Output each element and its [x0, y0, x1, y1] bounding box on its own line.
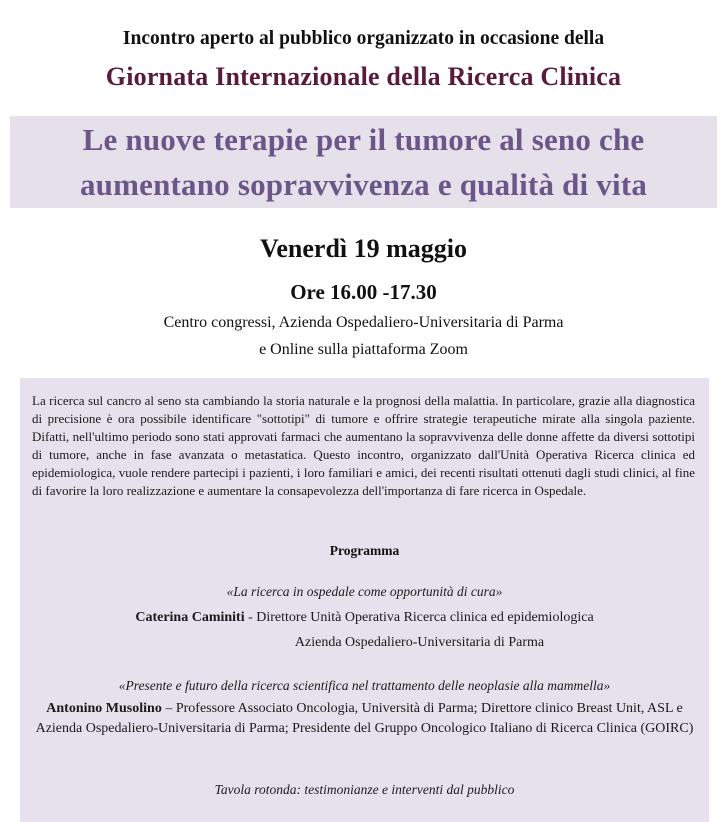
talk-title-2: «Presente e futuro della ricerca scientifica nel trattamento delle neoplasie alla mammella» [118, 678, 611, 693]
title-line-1: Le nuove terapie per il tumore al seno che [82, 122, 645, 157]
roundtable: Tavola rotonda: testimonianze e interventi dal pubblico [214, 782, 515, 797]
speaker-role-2: – Professore Associato Oncologia, Università di Parma; Direttore clinico Breast Unit, ASL e Azienda Ospedaliero-Universitaria di Parma; Presidente del Gruppo Oncologico Italiano di Ricerca Clinica (GOIRC) [35, 701, 694, 736]
title-line-2: aumentano sopravvivenza e qualità di vita [79, 167, 648, 202]
event-date: Venerdì 19 maggio [259, 234, 468, 263]
speaker-1 [28, 608, 701, 628]
title-box [10, 116, 717, 208]
subtitle: Incontro aperto al pubblico organizzato in occasione della [122, 28, 605, 49]
event-time: Ore 16.00 -17.30 [290, 280, 437, 304]
venue-line-2: e Online sulla piattaforma Zoom [259, 341, 468, 358]
speaker-2 [28, 699, 701, 739]
speaker-role-1: - Direttore Unità Operativa Ricerca clinica ed epidemiologica [244, 610, 594, 625]
speaker-name-1: Caterina Caminiti [135, 610, 245, 625]
info-panel [20, 378, 709, 822]
talk-title-1: «La ricerca in ospedale come opportunità di cura» [226, 584, 503, 599]
intro-paragraph: La ricerca sul cancro al seno sta cambiando la storia naturale e la prognosi della malattia. In particolare, grazie alla diagnostica di precisione è ora possibile identificare "sottotipi" di tumore e offrire strategie terapeutiche mirate alla singola paziente. Difatti, nell'ultimo periodo sono stati approvati farmaci che aumentano la sopravvivenza delle donne affette da diversi sottotipi di tumore, anche in fase avanzata o metastatica. Questo incontro, organizzato dall'Unità Operativa Ricerca clinica ed epidemiologica, vuole rendere partecipi i pazienti, i loro familiari e amici, dei recenti risultati ottenuti dagli studi clinici, al fine di favorire la loro realizzazione e aumentare la consapevolezza dell'importanza di fare ricerca in Ospedale. [32, 393, 695, 498]
speaker-name-2: Antonino Musolino [46, 701, 162, 716]
venue-line-1: Centro congressi, Azienda Ospedaliero-Universitaria di Parma [163, 314, 564, 331]
event-name: Giornata Internazionale della Ricerca Clinica [105, 62, 622, 91]
speaker-affiliation-1: Azienda Ospedaliero-Universitaria di Parma [294, 635, 545, 650]
program-heading: Programma [329, 543, 400, 558]
